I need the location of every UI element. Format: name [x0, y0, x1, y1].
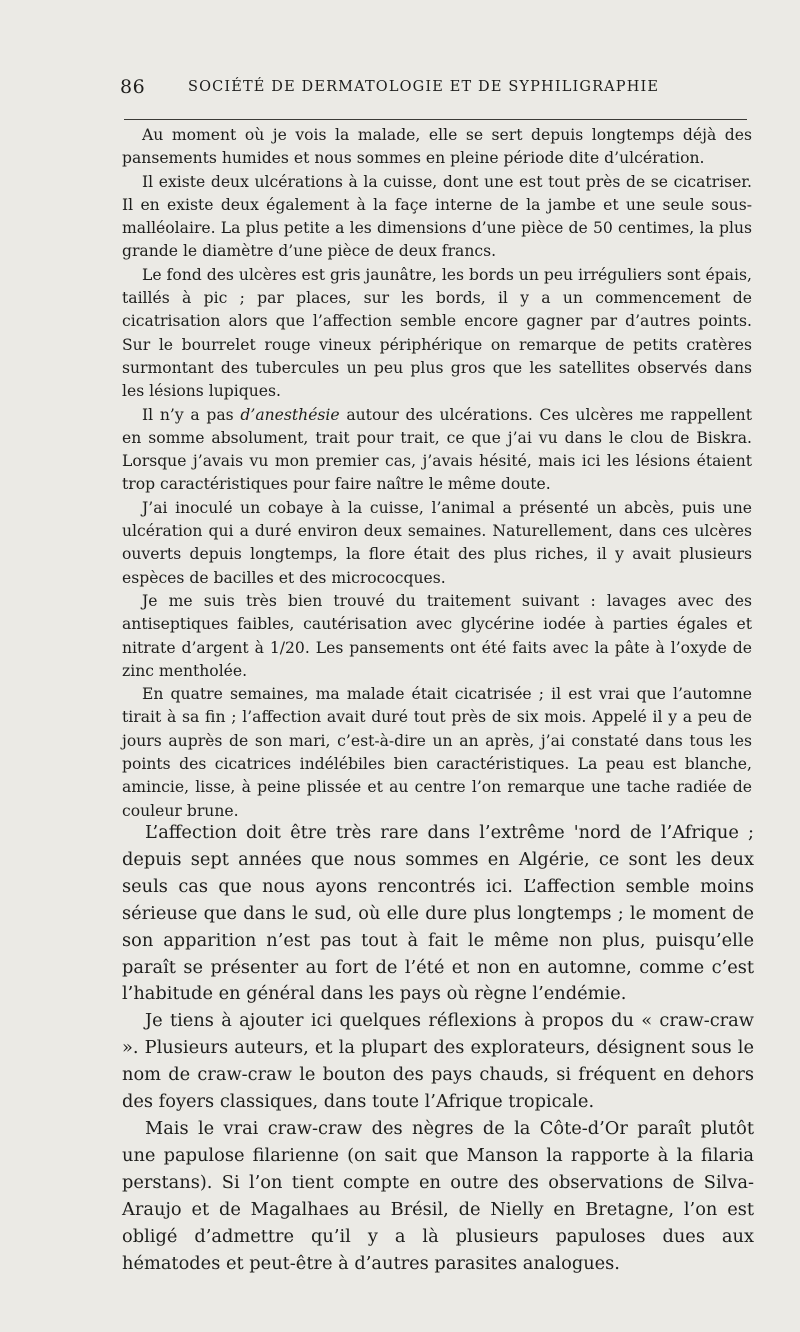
paragraph: Je tiens à ajouter ici quelques réflexions à propos du « craw-craw ». Plusieurs auteurs, et la plupart des explorateurs, désignent sous le nom de craw-craw le bouton des pays chauds, si fréquent en dehors des foyers classiques, dans toute l’Afrique tropicale.	[122, 1010, 754, 1113]
paragraph: J’ai inoculé un cobaye à la cuisse, l’animal a présenté un abcès, puis une ulcération qui a duré environ deux semaines. Naturellement, dans ces ulcères ouverts depuis longtemps, la flore était des plus riches, il y avait plusieurs espèces de bacilles et des micrococques.	[122, 498, 752, 587]
paragraph: Il existe deux ulcérations à la cuisse, dont une est tout près de se cicatriser. Il en existe deux également à la façe interne de la jambe et une seule sous-malléolaire. La plus petite a les dimensions d’une pièce de 50 centimes, la plus grande le diamètre d’une pièce de deux francs.	[122, 172, 752, 261]
case-report-text	[122, 124, 752, 823]
paragraph: Mais le vrai craw-craw des nègres de la Côte-d’Or paraît plutôt une papulose filarienne (on sait que Manson la rapporte à la filaria perstans). Si l’on tient compte en outre des observations de Silva-Araujo et de Magalhaes au Brésil, de Nielly en Bretagne, l’on est obligé d’admettre qu’il y a là plusieurs papuloses dues aux hématodes et peut-être à d’autres parasites analogues.	[122, 1117, 754, 1274]
paragraph	[122, 404, 752, 497]
header-rule	[124, 119, 747, 120]
paragraph: Je me suis très bien trouvé du traitement suivant : lavages avec des antiseptiques faibles, cautérisation avec glycérine iodée à parties égales et nitrate d’argent à 1/20. Les pansements ont été faits avec la pâte à l’oxyde de zinc mentholée.	[122, 591, 752, 680]
paragraph-text: Il n’y a pas	[142, 405, 241, 424]
page-number: 86	[120, 76, 146, 98]
discussion-text	[122, 820, 754, 1277]
paragraph: En quatre semaines, ma malade était cicatrisée ; il est vrai que l’automne tirait à sa fin ; l’affection avait duré tout près de six mois. Appelé il y a peu de jours auprès de son mari, c’est-à-dire un an après, j’ai constaté dans tous les points des cicatrices indélébiles bien caractéristiques. La peau est blanche, amincie, lisse, à peine plissée et au centre l’on remarque une tache radiée de couleur brune.	[122, 685, 752, 820]
page-header	[120, 76, 750, 106]
running-title: SOCIÉTÉ DE DERMATOLOGIE ET DE SYPHILIGRAPHIE	[188, 79, 660, 95]
paragraph-text: autour des ulcérations. Ces ulcères me rappellent en somme absolument, trait pour trait, ce que j’ai vu dans le clou de Biskra. Lorsque j’avais vu mon premier cas, j’avais hésité, mais ici les lésions étaient trop caractéristiques pour faire naître le même doute.	[122, 405, 752, 494]
paragraph: Au moment où je vois la malade, elle se sert depuis longtemps déjà des pansements humides et nous sommes en pleine période dite d’ulcération.	[122, 126, 752, 168]
paragraph: L’affection doit être très rare dans l’extrême 'nord de l’Afrique ; depuis sept années que nous sommes en Algérie, ce sont les deux seuls cas que nous ayons rencontrés ici. L’affection semble moins sérieuse que dans le sud, où elle dure plus longtemps ; le moment de son apparition n’est pas tout à fait le même non plus, puisqu’elle paraît se présenter au fort de l’été et non en automne, comme c’est l’habitude en général dans les pays où règne l’endémie.	[122, 822, 754, 1005]
paragraph: Le fond des ulcères est gris jaunâtre, les bords un peu irréguliers sont épais, taillés à pic ; par places, sur les bords, il y a un commencement de cicatrisation alors que l’affection semble encore gagner par d’autres points. Sur le bourrelet rouge vineux périphérique on remarque de petits cratères surmontant des tubercules un peu plus gros que les satellites observés dans les lésions lupiques.	[122, 265, 752, 401]
italic-term: d’anesthésie	[240, 405, 340, 424]
